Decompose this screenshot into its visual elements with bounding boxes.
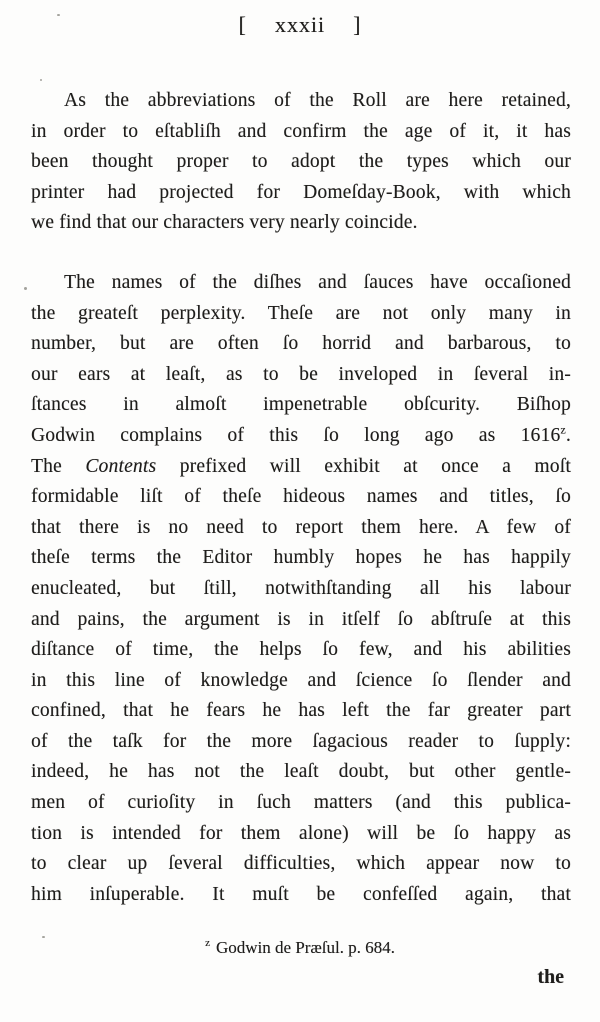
header-open-bracket: [ xyxy=(238,12,247,37)
text-line xyxy=(31,757,571,788)
text-line xyxy=(31,849,571,880)
text-segment: The names of the diſhes and ſauces have occaſioned xyxy=(64,271,571,293)
text-segment: men of curioſity in ſuch matters (and this publica- xyxy=(31,792,571,814)
text-segment: theſe terms the Editor humbly hopes he has happily xyxy=(31,547,571,569)
text-segment: formidable liſt of theſe hideous names and titles, ſo xyxy=(31,486,571,508)
page-number-header xyxy=(0,12,600,38)
scan-speck xyxy=(40,79,42,81)
text-segment-italic: Contents xyxy=(85,455,157,477)
text-segment-sup: z xyxy=(560,422,566,437)
text-line xyxy=(31,819,571,850)
text-segment: indeed, he has not the leaſt doubt, but other gentle- xyxy=(31,761,571,783)
text-line xyxy=(31,574,571,605)
scan-speck xyxy=(42,936,45,938)
text-segment: enucleated, but ſtill, notwithſtanding all his labour xyxy=(31,577,571,599)
text-line xyxy=(31,208,571,239)
text-segment: tion is intended for them alone) will be ſo happy as xyxy=(31,822,571,844)
text-line xyxy=(31,268,571,299)
text-segment: Godwin complains of this ſo long ago as 1616 xyxy=(31,424,561,446)
text-segment: prefixed will exhibit at once a moſt xyxy=(156,455,571,477)
text-segment: to clear up ſeveral difficulties, which appear now to xyxy=(31,853,571,875)
text-segment: in order to eſtabliſh and confirm the age of it, it has xyxy=(31,120,571,142)
text-line xyxy=(31,117,571,148)
text-segment: and pains, the argument is in itſelf ſo abſtruſe at this xyxy=(31,608,571,630)
text-line xyxy=(31,880,571,911)
text-segment: . xyxy=(565,424,571,446)
scan-speck xyxy=(57,14,60,16)
text-segment: him inſuperable. It muſt be confeſſed again, that xyxy=(31,883,571,905)
text-line xyxy=(31,452,571,483)
text-line xyxy=(31,696,571,727)
text-line xyxy=(31,513,571,544)
text-line xyxy=(31,543,571,574)
text-line xyxy=(31,147,571,178)
header-close-bracket: ] xyxy=(353,12,362,37)
text-line xyxy=(31,605,571,636)
body-text xyxy=(31,86,571,910)
text-line xyxy=(31,482,571,513)
text-segment: that there is no need to report them here. A few of xyxy=(31,516,571,538)
text-segment: The xyxy=(31,455,86,477)
text-segment: our ears at leaſt, as to be inveloped in ſeveral in- xyxy=(31,363,571,385)
paragraph-2 xyxy=(31,268,571,910)
text-segment: in this line of knowledge and ſcience ſo ſlender and xyxy=(31,669,571,691)
text-segment: ſtances in almoſt impenetrable obſcurity. Biſhop xyxy=(31,394,571,416)
text-line xyxy=(31,86,571,117)
text-line xyxy=(31,421,571,452)
footnote-text: Godwin de Præſul. p. 684. xyxy=(215,938,395,957)
text-line xyxy=(31,329,571,360)
text-line xyxy=(31,666,571,697)
catchword: the xyxy=(537,966,564,988)
footnote xyxy=(0,938,600,958)
text-line xyxy=(31,299,571,330)
scan-speck xyxy=(24,287,27,290)
text-segment: confined, that he fears he has left the far greater part xyxy=(31,700,571,722)
page-number: xxxii xyxy=(274,12,326,37)
text-line xyxy=(31,178,571,209)
text-segment: of the taſk for the more ſagacious reader to ſupply: xyxy=(31,730,571,752)
text-segment: As the abbreviations of the Roll are here retained, xyxy=(64,90,571,111)
text-segment: we find that our characters very nearly coincide. xyxy=(31,212,418,234)
text-line xyxy=(31,360,571,391)
text-segment: been thought proper to adopt the types which our xyxy=(31,151,571,173)
text-line xyxy=(31,727,571,758)
text-line xyxy=(31,788,571,819)
text-line xyxy=(31,390,571,421)
text-segment: printer had projected for Domeſday-Book, with which xyxy=(31,181,571,203)
text-line xyxy=(31,635,571,666)
text-segment: number, but are often ſo horrid and barbarous, to xyxy=(31,333,571,355)
footnote-marker: z xyxy=(205,937,210,950)
paragraph-1 xyxy=(31,86,571,239)
text-segment: diſtance of time, the helps ſo few, and his abilities xyxy=(31,639,571,661)
text-segment: the greateſt perplexity. Theſe are not only many in xyxy=(31,302,571,324)
